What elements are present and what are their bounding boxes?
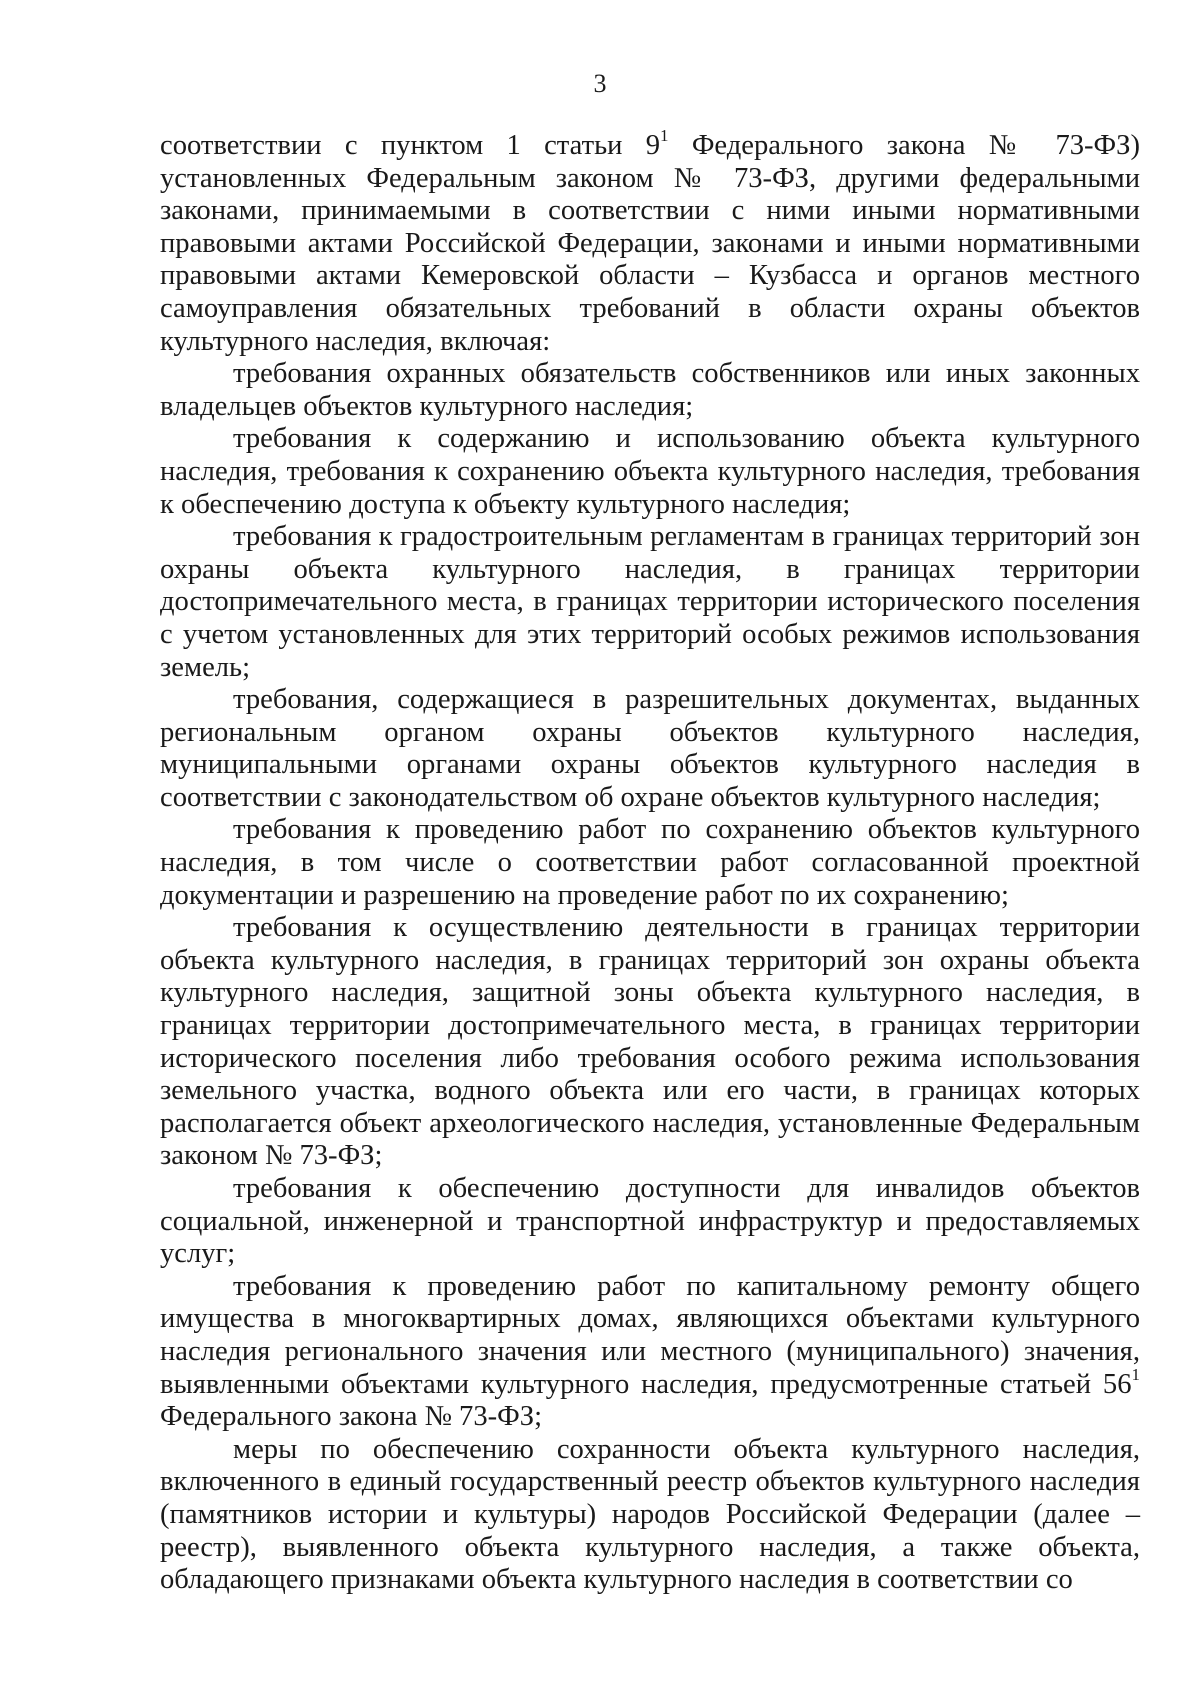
paragraph-text: требования к градостроительным регламентам в границах территорий зон охраны объекта культурного наследия, в границах территории достопримечательного места, в границах территории исторического поселения с учетом установленных для этих территорий особых режимов использования земель; [160, 521, 1140, 683]
paragraph [160, 521, 1140, 684]
paragraph [160, 912, 1140, 1173]
paragraph-text: Федерального закона № 73-ФЗ; [160, 1401, 543, 1433]
paragraph-text: соответствии с пунктом 1 статьи 9 [160, 130, 661, 161]
paragraph [160, 358, 1140, 423]
paragraph-text: меры по обеспечению сохранности объекта культурного наследия, включенного в единый государственный реестр объектов культурного наследия (памятников истории и культуры) народов Российской Федерации (далее – реестр), выявленного объекта культурного наследия, а также объекта, обладающего признаками объекта культурного наследия в соответствии со [160, 1433, 1140, 1596]
paragraph [160, 684, 1140, 814]
superscript: 1 [660, 126, 669, 145]
paragraph-text: требования к содержанию и использованию объекта культурного наследия, требования к сохранению объекта культурного наследия, требования к обеспечению доступа к объекту культурного наследия; [160, 423, 1140, 520]
paragraph-text: требования охранных обязательств собственников или иных законных владельцев объектов культурного наследия; [160, 358, 1140, 422]
paragraph-text: требования к проведению работ по сохранению объектов культурного наследия, в том числе о соответствии работ согласованной проектной документации и разрешению на проведение работ по их сохранению; [160, 814, 1140, 911]
paragraph [160, 814, 1140, 912]
body-text [160, 126, 1140, 1597]
paragraph-text: Федерального закона № 73-ФЗ) установленных Федеральным законом № 73-ФЗ, другими федеральными законами, принимаемыми в соответствии с ними иными нормативными правовыми актами Российской Федерации, законами и иными нормативными правовыми актами Кемеровской области – Кузбасса и органов местного самоуправления обязательных требований в области охраны объектов культурного наследия, включая: [160, 130, 1140, 357]
paragraph-text: требования к обеспечению доступности для инвалидов объектов социальной, инженерной и транспортной инфраструктур и предоставляемых услуг; [160, 1173, 1140, 1270]
page-number: 3 [593, 69, 607, 98]
paragraph-text: требования к проведению работ по капитальному ремонту общего имущества в многоквартирных домах, являющихся объектами культурного наследия регионального значения или местного (муниципального) значения, выявленными объектами культурного наследия, предусмотренные статьей 56 [160, 1270, 1140, 1400]
paragraph [160, 423, 1140, 521]
paragraph-text: требования, содержащиеся в разрешительных документах, выданных региональным органом охраны объектов культурного наследия, муниципальными органами охраны объектов культурного наследия в соответствии с законодательством об охране объектов культурного наследия; [160, 684, 1140, 813]
paragraph-text: требования к осуществлению деятельности в границах территории объекта культурного наследия, в границах территорий зон охраны объекта культурного наследия, защитной зоны объекта культурного наследия, в границах территории достопримечательного места, в границах территории исторического поселения либо требования особого режима использования земельного участка, водного объекта или его части, в границах которых располагается объект археологического наследия, установленные Федеральным законом № 73-ФЗ; [160, 912, 1140, 1172]
paragraph [160, 126, 1140, 358]
paragraph [160, 1173, 1140, 1271]
paragraph [160, 1271, 1140, 1434]
superscript: 1 [1131, 1364, 1140, 1384]
paragraph [160, 1434, 1140, 1597]
